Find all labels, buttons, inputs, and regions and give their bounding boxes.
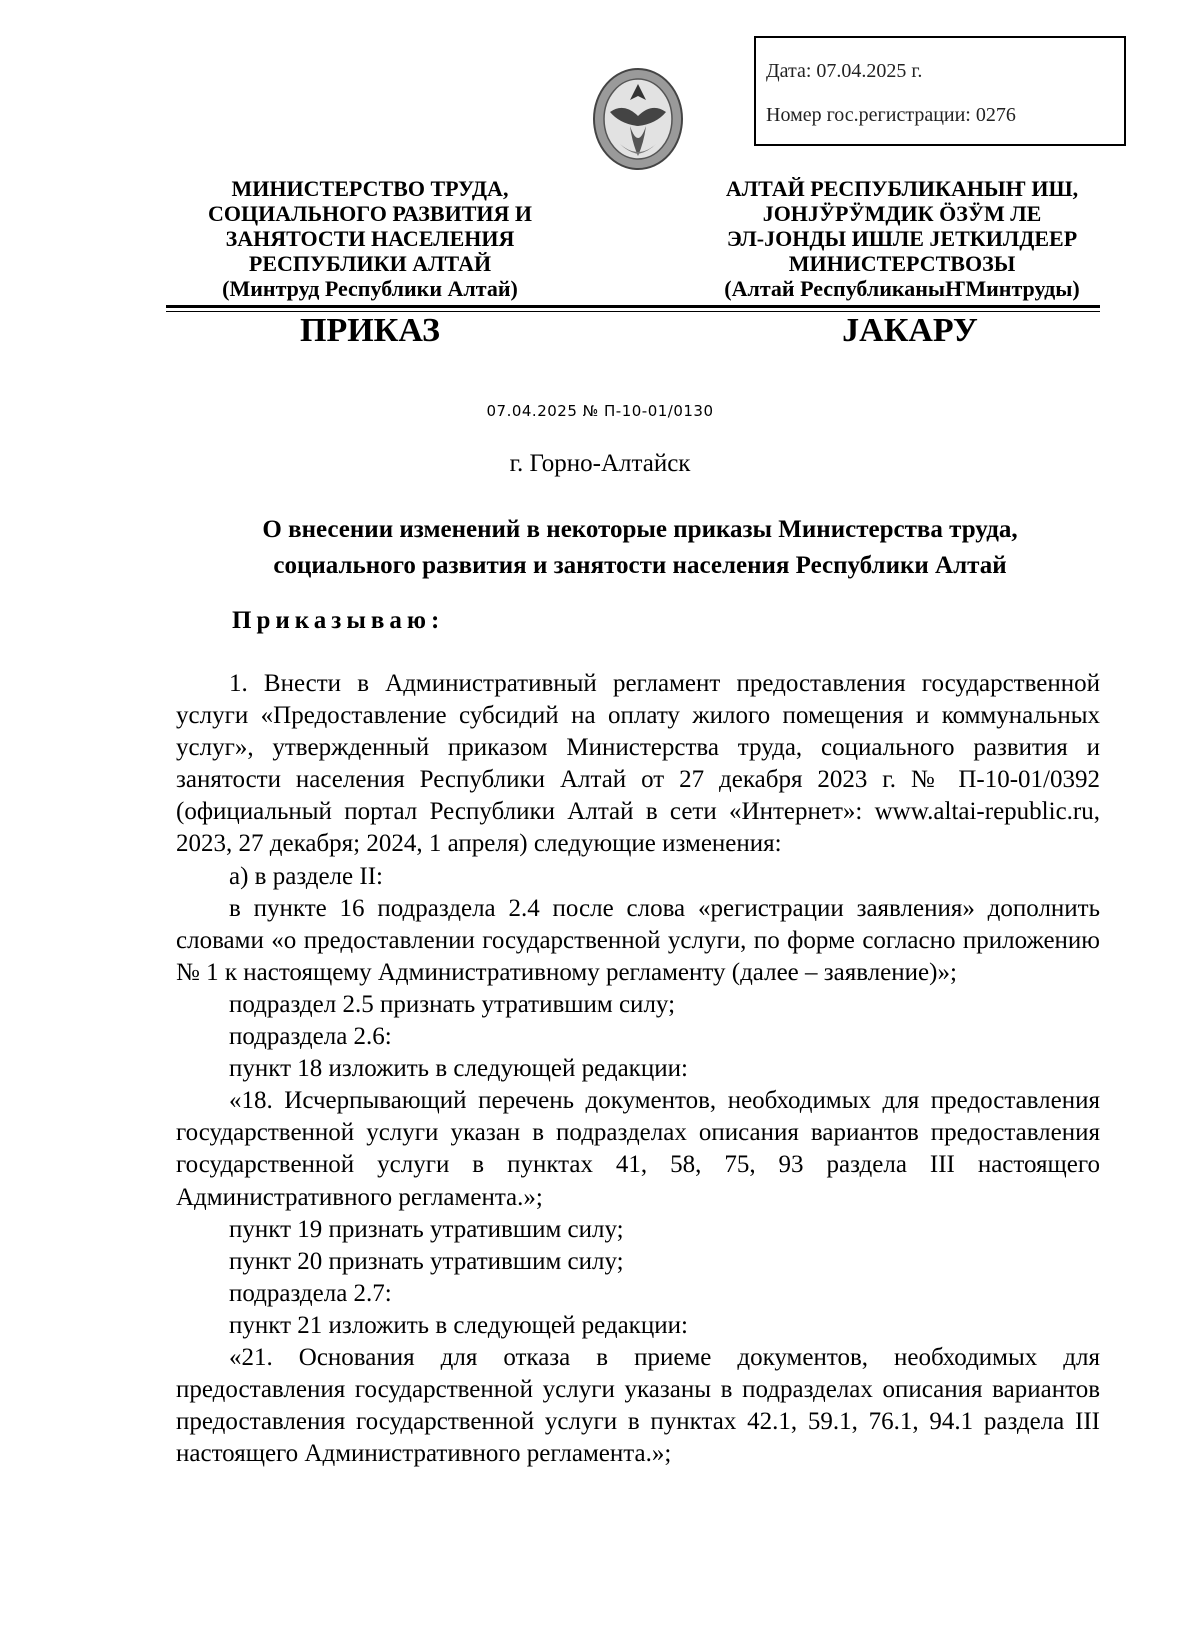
header-divider [166, 305, 1100, 308]
city-name: г. Горно-Алтайск [509, 450, 691, 477]
paragraph: подраздел 2.5 признать утратившим силу; [229, 990, 676, 1018]
order-title-altai: ЈАКАРУ [842, 312, 978, 349]
paragraph: подраздела 2.7: [229, 1279, 392, 1307]
paragraph: пункт 18 изложить в следующей редакции: [229, 1055, 688, 1083]
subject-line: социального развития и занятости населения Республики Алтай [273, 552, 1007, 579]
paragraph: а) в разделе II: [229, 862, 383, 890]
ministry-name-altai [692, 176, 1112, 301]
order-word: Приказываю: [232, 607, 445, 634]
paragraph: пункт 20 признать утратившим силу; [229, 1247, 624, 1275]
paragraph: 1. Внести в Административный регламент предоставления государственной услуги «Предоставление субсидий на оплату жилого помещения и коммунальных услуг», утвержденный приказом Министерства труда, социального развития и занятости населения Республики Алтай от 27 декабря 2023 г. № П-10-01/0392 (официальный портал Республики Алтай в сети «Интернет»: www.altai-republic.ru, 2023, 27 декабря; 2024, 1 апреля) следующие изменения: [176, 670, 1100, 858]
ministry-name-line: РЕСПУБЛИКИ АЛТАЙ [248, 251, 492, 276]
paragraph: в пункте 16 подраздела 2.4 после слова «регистрации заявления» дополнить словами «о предоставлении государственной услуги, по форме согласно приложению № 1 к настоящему Административному регламенту (далее – заявление)»; [176, 894, 1100, 986]
order-title-russian: ПРИКАЗ [300, 312, 440, 349]
ministry-name-line: ЭЛ-ЈОНДЫ ИШЛЕ ЈЕТКИЛДЕЕР [726, 226, 1078, 251]
registration-box [754, 36, 1126, 146]
subject-line: О внесении изменений в некоторые приказы Министерства труда, [262, 516, 1018, 543]
document-number: 07.04.2025 № П-10-01/0130 [486, 402, 714, 420]
ministry-name-line: СОЦИАЛЬНОГО РАЗВИТИЯ И [208, 201, 532, 226]
paragraph: подраздела 2.6: [229, 1023, 392, 1051]
ministry-name-line: МИНИСТЕРСТВОЗЫ [788, 251, 1016, 276]
ministry-name-russian [180, 176, 560, 301]
paragraph: пункт 21 изложить в следующей редакции: [229, 1311, 688, 1339]
ministry-name-line: АЛТАЙ РЕСПУБЛИКАНЫҤ ИШ, [725, 176, 1079, 201]
ministry-name-line: ЗАНЯТОСТИ НАСЕЛЕНИЯ [225, 226, 515, 251]
ministry-name-line: ЈОНЈӰРӰМДИК ӦЗӰМ ЛЕ [762, 201, 1042, 226]
paragraph: «18. Исчерпывающий перечень документов, необходимых для предоставления государственной услуги указан в подразделах описания вариантов предоставления государственной услуги в пунктах 41, 58, 75, 93 раздела III настоящего Административного регламента.»; [176, 1087, 1100, 1211]
paragraph: пункт 19 признать утратившим силу; [229, 1215, 624, 1243]
registration-number: Номер гос.регистрации: 0276 [766, 104, 1016, 126]
altai-republic-coat-of-arms-icon [590, 64, 686, 174]
ministry-short-name: (Алтай РеспубликаныҤМинтруды) [724, 276, 1080, 301]
registration-date: Дата: 07.04.2025 г. [766, 60, 923, 82]
document-body [176, 668, 1100, 1470]
document-subject [160, 512, 1120, 584]
ministry-name-line: МИНИСТЕРСТВО ТРУДА, [231, 176, 509, 201]
ministry-short-name: (Минтруд Республики Алтай) [222, 276, 518, 301]
paragraph: «21. Основания для отказа в приеме документов, необходимых для предоставления государственной услуги указаны в подразделах описания вариантов предоставления государственной услуги в пунктах 42.1, 59.1, 76.1, 94.1 раздела III настоящего Административного регламента.»; [176, 1343, 1100, 1468]
